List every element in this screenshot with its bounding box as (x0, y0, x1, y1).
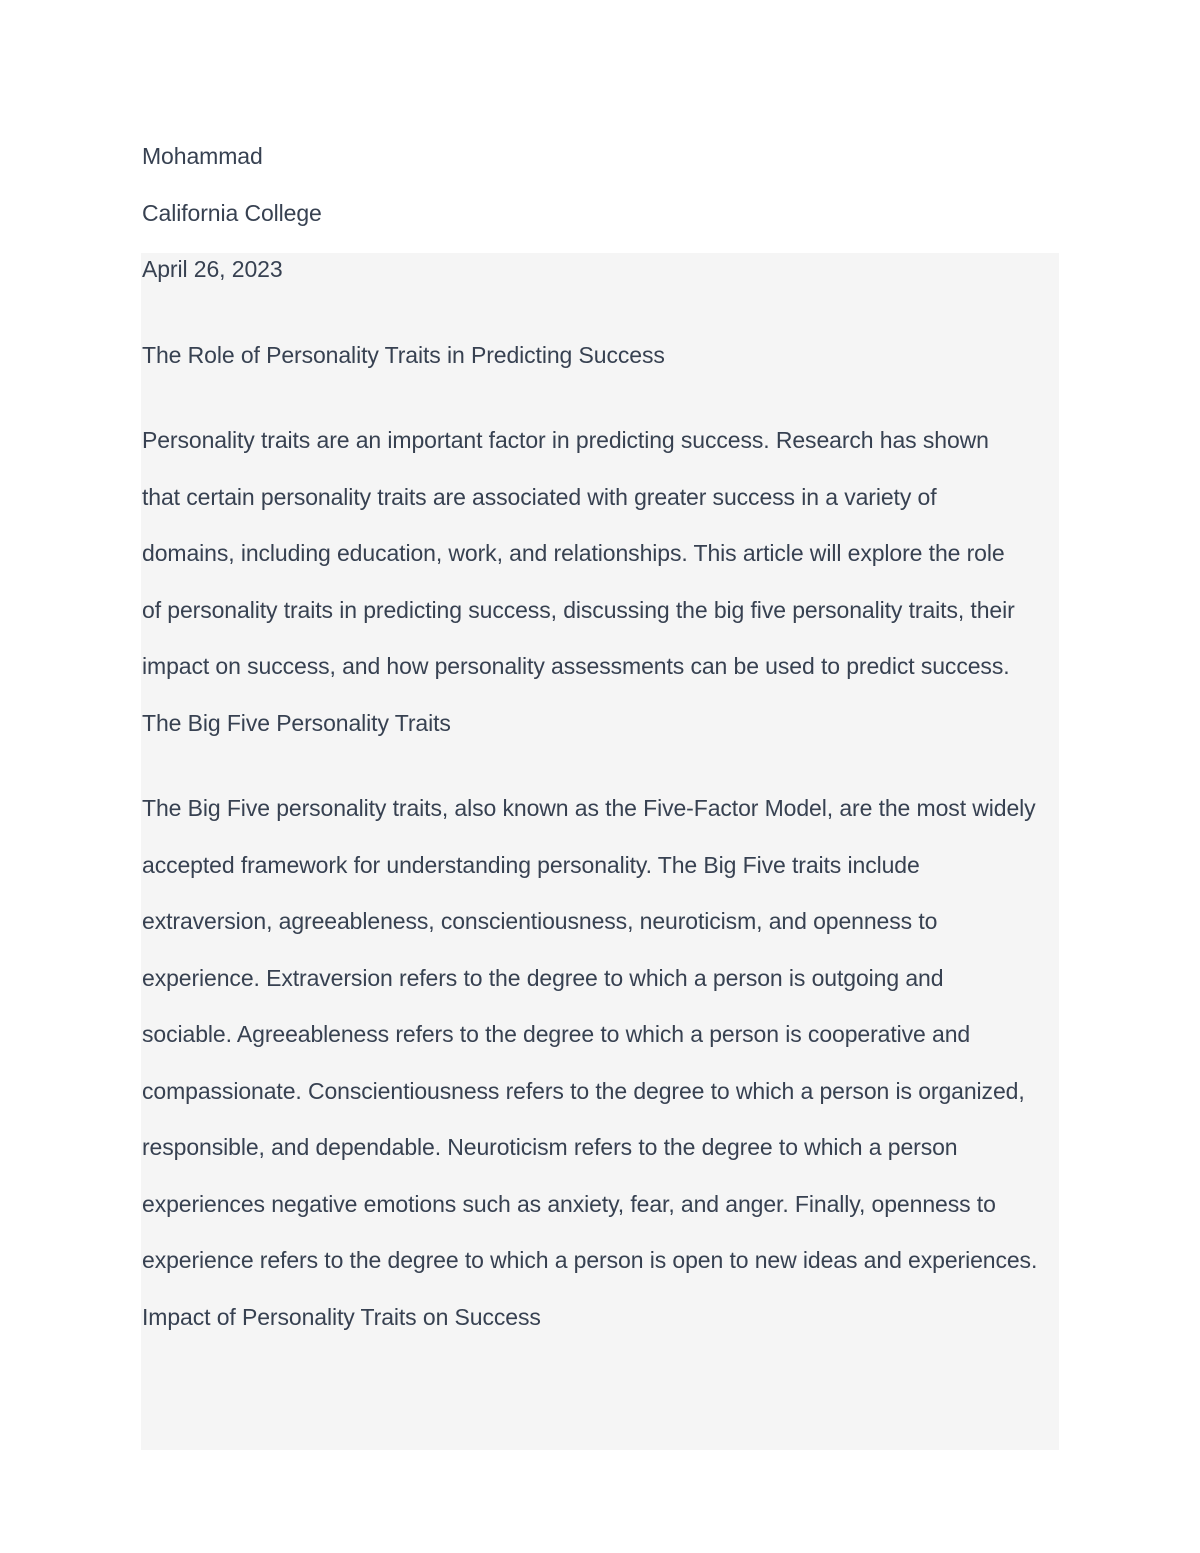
author-name: Mohammad (142, 143, 263, 169)
section-heading-impact: Impact of Personality Traits on Success (142, 1303, 541, 1330)
paragraph-line: Personality traits are an important factor in predicting success. Research has shown (142, 427, 989, 453)
paragraph-line: experience. Extraversion refers to the degree to which a person is outgoing and (142, 964, 944, 991)
paragraph-line: accepted framework for understanding personality. The Big Five traits include (142, 851, 920, 878)
big-five-paragraph (142, 780, 1062, 1289)
paragraph-line: The Big Five personality traits, also known as the Five-Factor Model, are the most widely (142, 795, 1036, 821)
document-date: April 26, 2023 (142, 256, 283, 282)
paragraph-line: that certain personality traits are associated with greater success in a variety of (142, 483, 937, 510)
institution-name: California College (142, 199, 322, 226)
intro-paragraph (142, 412, 1062, 695)
paragraph-line: sociable. Agreeableness refers to the degree to which a person is cooperative and (142, 1021, 971, 1047)
paragraph-line: domains, including education, work, and relationships. This article will explore the role (142, 540, 1005, 566)
document-body (142, 128, 1062, 1345)
paragraph-line: responsible, and dependable. Neuroticism refers to the degree to which a person (142, 1134, 958, 1160)
paragraph-line: experience refers to the degree to which a person is open to new ideas and experiences. (142, 1247, 1038, 1273)
paragraph-line: impact on success, and how personality assessments can be used to predict success. (142, 653, 1010, 679)
paragraph-line: experiences negative emotions such as anxiety, fear, and anger. Finally, openness to (142, 1190, 996, 1217)
paragraph-line: compassionate. Conscientiousness refers to the degree to which a person is organized, (142, 1077, 1025, 1104)
document-title: The Role of Personality Traits in Predicting Success (142, 341, 665, 368)
paragraph-line: of personality traits in predicting success, discussing the big five personality traits, their (142, 596, 1015, 623)
paragraph-line: extraversion, agreeableness, conscientiousness, neuroticism, and openness to (142, 908, 938, 934)
section-heading-big-five: The Big Five Personality Traits (142, 709, 451, 736)
